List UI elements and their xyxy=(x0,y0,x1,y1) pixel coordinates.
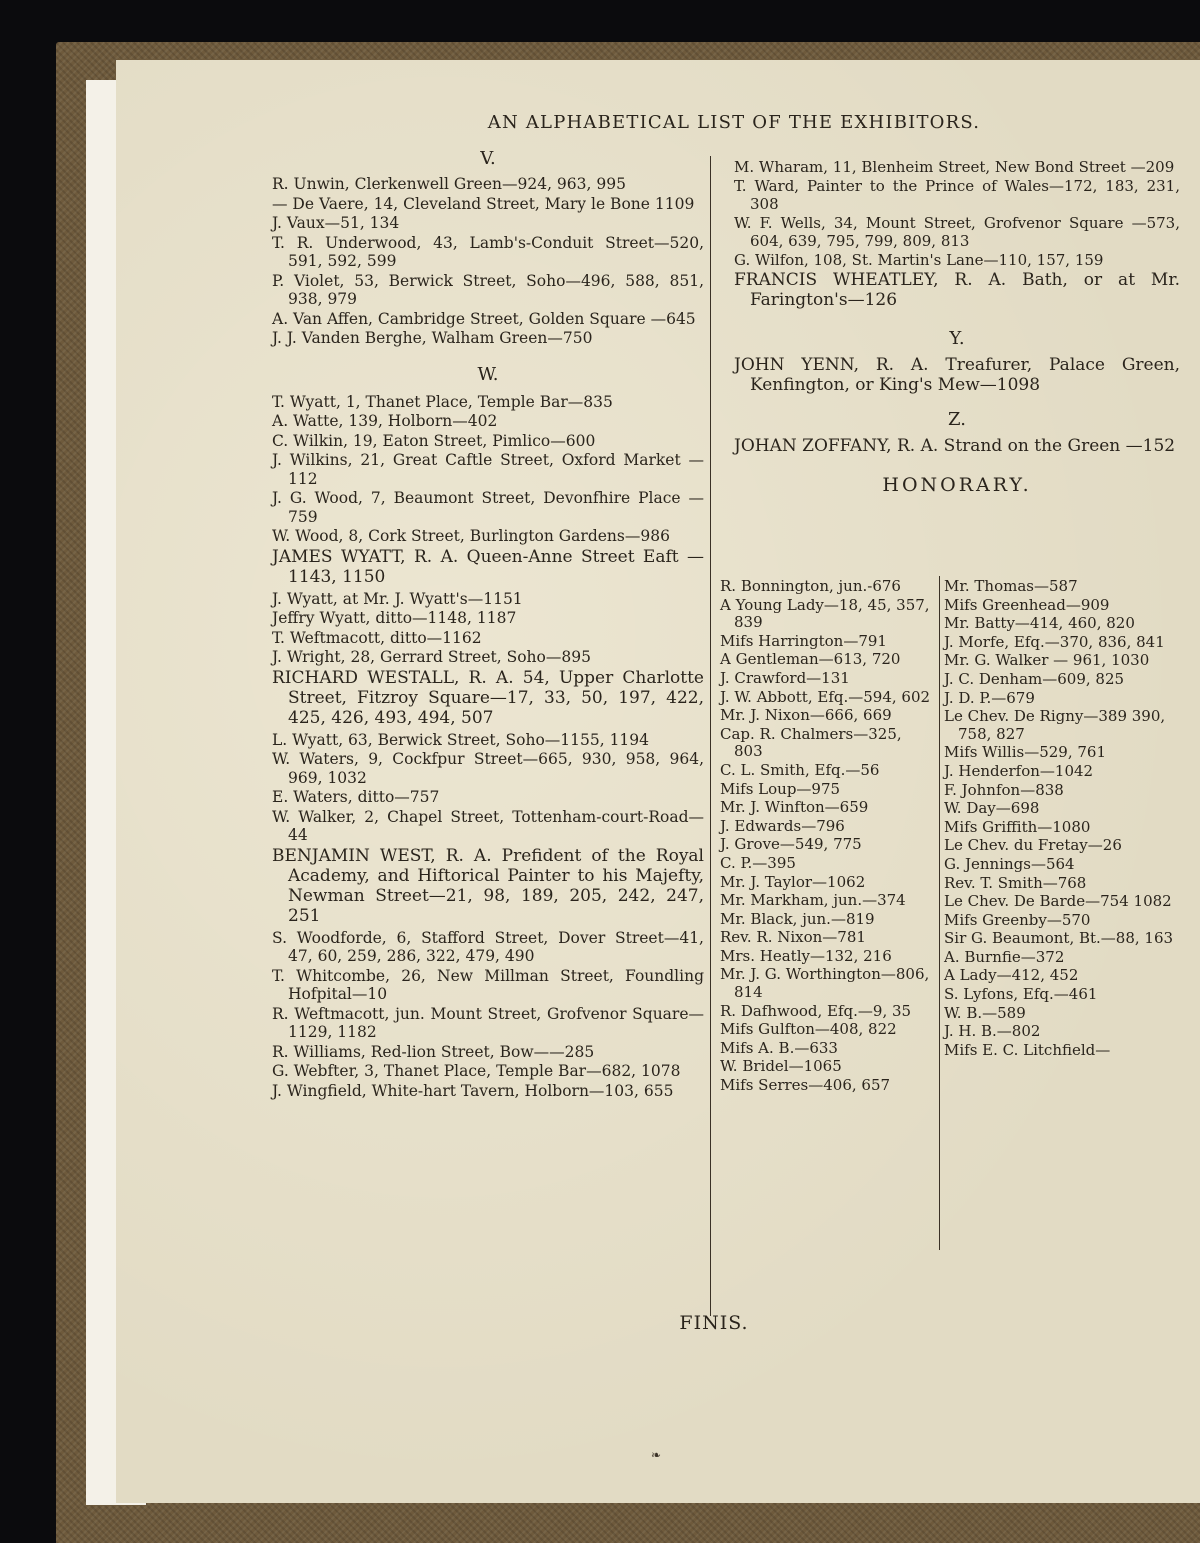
honorary-entry: J. C. Denham—609, 825 xyxy=(944,669,1125,688)
honorary-entry: Mr. Black, jun.—819 xyxy=(720,909,875,928)
list-entry: J. Wingfield, White-hart Tavern, Holborn—103, 655 xyxy=(272,1081,674,1100)
honorary-entry: Sir G. Beaumont, Bt.—88, 163 xyxy=(944,929,1174,948)
honorary-entry: J. Crawford—131 xyxy=(720,668,850,687)
honorary-entry: R. Dafhwood, Efq.—9, 35 xyxy=(720,1001,912,1020)
list-entry: W. F. Wells, 34, Mount Street, Grofvenor Square —573, 604, 639, 795, 799, 809, 813 xyxy=(734,214,1180,250)
honorary-entry: Rev. T. Smith—768 xyxy=(944,873,1087,892)
list-entry: R. Williams, Red-lion Street, Bow——285 xyxy=(272,1042,595,1061)
list-entry: A. Watte, 139, Holborn—402 xyxy=(272,412,498,430)
honorary-entry: R. Bonnington, jun.-676 xyxy=(720,577,901,595)
honorary-heading: HONORARY. xyxy=(882,474,1032,496)
list-entry: M. Wharam, 11, Blenheim Street, New Bond Street —209 xyxy=(734,158,1175,176)
honorary-entry: Cap. R. Chalmers—325, 803 xyxy=(720,724,902,761)
honorary-entry: Le Chev. De Rigny—389 390, 758, 827 xyxy=(944,707,1166,743)
honorary-entry: Mifs Loup—975 xyxy=(720,779,841,798)
honorary-entry: Mr. J. Winfton—659 xyxy=(720,798,869,817)
honorary-entry: J. Morfe, Efq.—370, 836, 841 xyxy=(944,632,1165,651)
honorary-entry: F. Johnfon—838 xyxy=(944,780,1064,799)
list-entry-academician: BENJAMIN WEST, R. A. Prefident of the Royal Academy, and Hiftorical Painter to his Majefty, Newman Street—21, 98, 189, 205, 242, 247, 251 xyxy=(272,845,704,926)
honorary-entry: Le Chev. De Barde—754 1082 xyxy=(944,892,1172,911)
column-divider xyxy=(710,156,711,1316)
honorary-entry: Mr. Thomas—587 xyxy=(944,577,1078,595)
honorary-entry: A. Burnfie—372 xyxy=(944,947,1065,966)
honorary-entry: W. B.—589 xyxy=(944,1003,1026,1022)
honorary-entry: W. Bridel—1065 xyxy=(720,1057,842,1076)
list-entry: W. Wood, 8, Cork Street, Burlington Gardens—986 xyxy=(272,527,670,545)
list-entry: L. Wyatt, 63, Berwick Street, Soho—1155, 1194 xyxy=(272,730,650,749)
honorary-entry: J. H. B.—802 xyxy=(944,1022,1041,1041)
honorary-entry: Mifs Griffith—1080 xyxy=(944,817,1091,836)
list-entry: W. Walker, 2, Chapel Street, Tottenham-court-Road—44 xyxy=(272,807,704,844)
list-entry: T. R. Underwood, 43, Lamb's-Conduit Street—520, 591, 592, 599 xyxy=(272,233,704,270)
honorary-entry: Mifs A. B.—633 xyxy=(720,1038,838,1057)
honorary-entry: Mr. J. Taylor—1062 xyxy=(720,872,866,891)
list-entry: Jeffry Wyatt, ditto—1148, 1187 xyxy=(272,609,517,627)
list-entry: J. Wilkins, 21, Great Caftle Street, Oxford Market —112 xyxy=(272,451,704,488)
honorary-divider xyxy=(939,576,940,1250)
honorary-entry: J. Grove—549, 775 xyxy=(720,835,862,854)
honorary-entry: J. W. Abbott, Efq.—594, 602 xyxy=(720,687,931,706)
list-entry: E. Waters, ditto—757 xyxy=(272,788,440,806)
w-entry-list-continued xyxy=(734,158,1180,310)
honorary-entry: Mifs E. C. Litchfield— xyxy=(944,1040,1111,1059)
honorary-entry: G. Jennings—564 xyxy=(944,854,1075,873)
list-entry: J. J. Vanden Berghe, Walham Green—750 xyxy=(272,329,593,347)
section-heading-y: Y. xyxy=(949,328,965,349)
list-entry: J. Vaux—51, 134 xyxy=(272,214,400,232)
list-entry: J. Wright, 28, Gerrard Street, Soho—895 xyxy=(272,648,591,666)
honorary-entry: J. D. P.—679 xyxy=(944,688,1035,707)
honorary-entry: Mr. Batty—414, 460, 820 xyxy=(944,614,1135,633)
list-entry-academician: JOHN YENN, R. A. Treafurer, Palace Green, Kenfington, or King's Mew—1098 xyxy=(734,355,1180,395)
running-title: AN ALPHABETICAL LIST OF THE EXHIBITORS. xyxy=(487,112,981,133)
honorary-entry: J. Edwards—796 xyxy=(720,816,845,835)
honorary-entry: S. Lyfons, Efq.—461 xyxy=(944,985,1098,1004)
list-entry: G. Webfter, 3, Thanet Place, Temple Bar—682, 1078 xyxy=(272,1062,681,1080)
honorary-entry: Mrs. Heatly—132, 216 xyxy=(720,946,892,965)
honorary-entry: W. Day—698 xyxy=(944,799,1040,818)
list-entry: W. Waters, 9, Cockfpur Street—665, 930, 958, 964, 969, 1032 xyxy=(272,750,704,787)
honorary-entry: J. Henderfon—1042 xyxy=(944,761,1094,780)
finis-text: FINIS. xyxy=(679,1312,749,1334)
honorary-entry: Le Chev. du Fretay—26 xyxy=(944,836,1122,855)
section-heading-w: W. xyxy=(477,363,499,385)
list-entry: S. Woodforde, 6, Stafford Street, Dover Street—41, 47, 60, 259, 286, 322, 479, 490 xyxy=(272,928,704,965)
honorary-list-right xyxy=(944,578,1184,1060)
honorary-entry: C. P.—395 xyxy=(720,853,796,872)
section-heading-v: V. xyxy=(480,148,496,169)
honorary-entry: Mifs Harrington—791 xyxy=(720,631,887,650)
honorary-entry: Mr. J. Nixon—666, 669 xyxy=(720,706,892,725)
honorary-entry: Mifs Gulfton—408, 822 xyxy=(720,1020,897,1039)
list-entry-academician: JAMES WYATT, R. A. Queen-Anne Street Eaft —1143, 1150 xyxy=(272,546,704,587)
list-entry: P. Violet, 53, Berwick Street, Soho—496, 588, 851, 938, 979 xyxy=(272,271,704,308)
honorary-entry: Mr. J. G. Worthington—806, 814 xyxy=(720,965,930,1002)
list-entry: — De Vaere, 14, Cleveland Street, Mary le Bone 1109 xyxy=(272,194,695,213)
honorary-entry: A Lady—412, 452 xyxy=(944,966,1079,985)
list-entry: R. Weftmacott, jun. Mount Street, Grofvenor Square—1129, 1182 xyxy=(272,1004,704,1041)
honorary-entry: Mifs Willis—529, 761 xyxy=(944,743,1107,762)
honorary-entry: Mifs Greenby—570 xyxy=(944,910,1091,929)
list-entry-academician: FRANCIS WHEATLEY, R. A. Bath, or at Mr. Farington's—126 xyxy=(734,270,1180,310)
left-column xyxy=(272,148,704,1101)
list-entry-academician: JOHAN ZOFFANY, R. A. Strand on the Green —152 xyxy=(734,436,1176,456)
list-entry: J. Wyatt, at Mr. J. Wyatt's—1151 xyxy=(272,589,523,608)
list-entry: C. Wilkin, 19, Eaton Street, Pimlico—600 xyxy=(272,431,596,450)
honorary-entry: Mr. Markham, jun.—374 xyxy=(720,891,906,910)
list-entry: T. Ward, Painter to the Prince of Wales—172, 183, 231, 308 xyxy=(734,177,1180,213)
list-entry-academician: RICHARD WESTALL, R. A. 54, Upper Charlotte Street, Fitzroy Square—17, 33, 50, 197, 422, 425, 426, 493, 494, 507 xyxy=(272,667,704,728)
honorary-entry: A Gentleman—613, 720 xyxy=(720,650,901,669)
list-entry: J. G. Wood, 7, Beaumont Street, Devonfhire Place —759 xyxy=(272,489,704,526)
honorary-entry: Rev. R. Nixon—781 xyxy=(720,928,866,947)
list-entry: T. Whitcombe, 26, New Millman Street, Foundling Hofpital—10 xyxy=(272,966,704,1003)
ornament-icon: ❧ xyxy=(650,1448,662,1462)
book-page xyxy=(116,60,1200,1503)
honorary-entry: C. L. Smith, Efq.—56 xyxy=(720,760,880,779)
honorary-entry: Mifs Serres—406, 657 xyxy=(720,1076,891,1095)
list-entry: T. Wyatt, 1, Thanet Place, Temple Bar—835 xyxy=(272,392,613,411)
section-heading-z: Z. xyxy=(948,409,966,430)
honorary-entry: Mifs Greenhead—909 xyxy=(944,595,1110,614)
right-column xyxy=(734,158,1180,506)
list-entry: G. Wilfon, 108, St. Martin's Lane—110, 157, 159 xyxy=(734,251,1104,269)
honorary-list-left xyxy=(720,578,934,1096)
honorary-entry: Mr. G. Walker — 961, 1030 xyxy=(944,651,1150,670)
list-entry: A. Van Affen, Cambridge Street, Golden Square —645 xyxy=(272,309,696,328)
list-entry: T. Weftmacott, ditto—1162 xyxy=(272,628,482,647)
v-entry-list xyxy=(272,175,704,348)
list-entry: R. Unwin, Clerkenwell Green—924, 963, 995 xyxy=(272,175,626,193)
honorary-entry: A Young Lady—18, 45, 357, 839 xyxy=(720,595,930,632)
w-entry-list xyxy=(272,393,704,1101)
